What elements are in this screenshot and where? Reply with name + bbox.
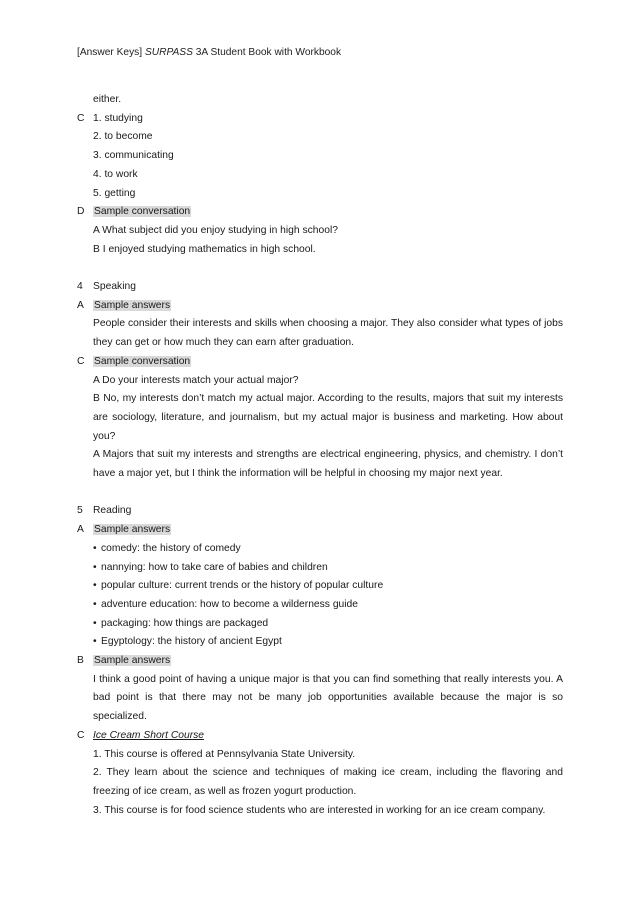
sample-label: Sample conversation xyxy=(94,206,191,218)
list-item: 2. to become xyxy=(93,131,153,143)
dialogue-line xyxy=(77,222,563,241)
dialogue-line xyxy=(77,372,563,391)
header-book-title: SURPASS xyxy=(144,47,193,58)
dialogue-text: A Do your interests match your actual major? xyxy=(93,374,299,386)
bullet-icon: • xyxy=(93,598,97,610)
paragraph xyxy=(77,315,563,352)
reading-c-label-row xyxy=(77,727,563,746)
answer-text: 3. This course is for food science students who are interested in working for an ice cream company. xyxy=(93,804,546,816)
numbered-answer xyxy=(77,764,563,801)
speaking-c-label-row xyxy=(77,353,563,372)
list-item: 5. getting xyxy=(93,187,136,199)
sample-label: Sample answers xyxy=(94,299,171,311)
bullet-item xyxy=(77,540,563,559)
bullet-text: nannying: how to take care of babies and children xyxy=(101,561,328,573)
section-letter: C xyxy=(77,112,85,124)
paragraph xyxy=(77,671,563,727)
section-c-item-1 xyxy=(77,110,563,129)
section-letter: B xyxy=(77,655,84,667)
bullet-item xyxy=(77,633,563,652)
section-letter: C xyxy=(77,729,85,741)
course-title: Ice Cream Short Course xyxy=(93,729,205,741)
dialogue-text: A Majors that suit my interests and strengths are electrical engineering, physics, and chemistry. I don’t have a major yet, but I think the information will be helpful in choosing my major next year. xyxy=(93,449,563,480)
reading-b-label-row xyxy=(77,652,563,671)
section-title: Reading xyxy=(93,505,132,517)
bullet-text: adventure education: how to become a wilderness guide xyxy=(101,598,359,610)
sample-label: Sample answers xyxy=(94,524,171,536)
dialogue-text: B I enjoyed studying mathematics in high school. xyxy=(93,243,316,255)
section-letter: C xyxy=(77,355,85,367)
section-c-item-5 xyxy=(77,185,563,204)
dialogue-line xyxy=(77,241,563,260)
dialogue-line xyxy=(77,390,563,446)
bullet-item xyxy=(77,577,563,596)
paragraph-text: People consider their interests and skills when choosing a major. They also consider what types of jobs they can get or how much they can earn after graduation. xyxy=(93,318,563,349)
bullet-text: comedy: the history of comedy xyxy=(101,542,241,554)
speaking-a-label-row xyxy=(77,297,563,316)
bullet-item xyxy=(77,596,563,615)
numbered-answer xyxy=(77,802,563,821)
header-suffix: 3A Student Book with Workbook xyxy=(192,47,342,58)
continuation-text: either. xyxy=(93,94,122,105)
section-d-label-row xyxy=(77,203,563,222)
dialogue-text: B No, my interests don’t match my actual major. According to the results, majors that suit my interests are sociology, literature, and journalism, but my actual major is business and marketing. How about you? xyxy=(93,393,563,442)
dialogue-text: A What subject did you enjoy studying in high school? xyxy=(93,224,338,236)
header-prefix: [Answer Keys] xyxy=(77,47,145,58)
speaking-heading xyxy=(77,278,563,297)
section-title: Speaking xyxy=(93,281,136,293)
list-item: 4. to work xyxy=(93,168,138,180)
numbered-answer xyxy=(77,746,563,765)
section-c-item-3 xyxy=(77,147,563,166)
bullet-icon: • xyxy=(93,542,97,554)
sample-label: Sample conversation xyxy=(94,355,191,367)
reading-a-label-row xyxy=(77,521,563,540)
section-c-item-4 xyxy=(77,166,563,185)
dialogue-line xyxy=(77,446,563,483)
sample-label: Sample answers xyxy=(94,655,171,667)
list-item: 3. communicating xyxy=(93,150,174,162)
bullet-icon: • xyxy=(93,617,97,629)
paragraph-text: I think a good point of having a unique major is that you can find something that really interests you. A bad point is that there may not be many job opportunities available because the major is so specialized. xyxy=(93,673,563,723)
answer-content xyxy=(77,91,563,820)
page-header xyxy=(77,47,341,58)
spacer xyxy=(77,484,563,503)
spacer xyxy=(77,259,563,278)
bullet-item xyxy=(77,559,563,578)
bullet-icon: • xyxy=(93,636,97,648)
answer-text: 1. This course is offered at Pennsylvania State University. xyxy=(93,748,356,760)
section-number: 4 xyxy=(77,281,83,293)
bullet-icon: • xyxy=(93,580,97,592)
continuation-line xyxy=(77,91,563,110)
section-c-item-2 xyxy=(77,128,563,147)
section-letter: A xyxy=(77,524,84,536)
bullet-text: Egyptology: the history of ancient Egypt xyxy=(101,636,282,648)
bullet-text: packaging: how things are packaged xyxy=(101,617,269,629)
bullet-item xyxy=(77,615,563,634)
reading-heading xyxy=(77,502,563,521)
section-letter: A xyxy=(77,299,84,311)
list-item: 1. studying xyxy=(93,112,143,124)
bullet-icon: • xyxy=(93,561,97,573)
answer-text: 2. They learn about the science and techniques of making ice cream, including the flavoring and freezing of ice cream, as well as frozen yogurt production. xyxy=(93,767,563,797)
bullet-text: popular culture: current trends or the history of popular culture xyxy=(101,580,384,592)
section-number: 5 xyxy=(77,505,83,517)
section-letter: D xyxy=(77,206,85,218)
